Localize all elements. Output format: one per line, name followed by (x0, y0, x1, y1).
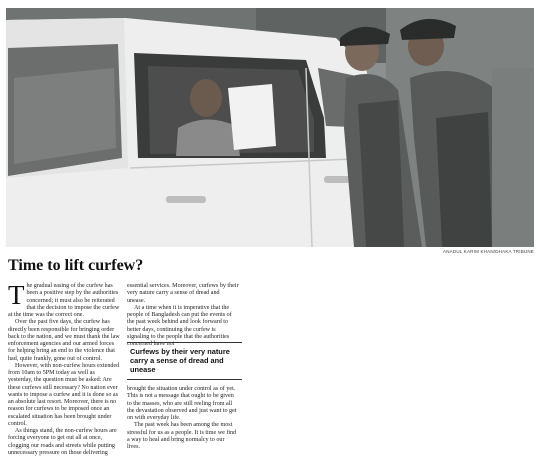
paragraph: However, with non-curfew hours extended from 10am to 5PM today as well as yesterday, the question must be asked: Are these curfews still necessary? No nation ever wants to impose a curfew and it is done so as an absolute last resort. Moreover, there is no reason for curfews to be imposed once an escalated situation has been brought under control. (8, 362, 120, 427)
paragraph: The past week has been among the most stressful for us as a people. It is time we find a way to heal and bring normalcy to our lives. (127, 422, 237, 450)
paragraph: At a time when it is imperative that the people of Bangladesh can put the events of the past week behind and look forward to better days, continuing the curfew is signaling to the people that the authorities concerned have not (127, 304, 232, 347)
article-column-2 (127, 283, 239, 450)
paragraph: As things stand, the non-curfew hours are forcing everyone to get out all at once, clogging our roads and streets while putting unnecessary pressure on those delivering (8, 428, 117, 456)
column-2-top (127, 283, 239, 348)
paragraph (8, 280, 120, 319)
pull-quote: Curfews by their very nature carry a sense of dread and unease (127, 342, 242, 380)
paragraph: brought the situation under control as of yet. This is not a message that ought to be given to the masses, who are still reeling from all the devastation observed and just want to get on with everyday life. (127, 386, 237, 421)
column-2-bottom (127, 386, 239, 451)
photo-illustration (6, 8, 534, 247)
news-photo (6, 8, 534, 247)
paragraph: Over the past five days, the curfew has directly been responsible for bringing order back to the nation, and we must thank the law enforcement agencies and our armed forces for helping bring an end to the violence that had, quite frankly, gone out of control. (8, 319, 120, 362)
drop-cap: T (8, 280, 25, 310)
article-column-1 (8, 280, 120, 457)
paragraph: essential services. Moreover, curfews by their very nature carry a sense of dread and unease. (127, 283, 239, 304)
paragraph-text: he gradual easing of the curfew has been a positive step by the authorities concerned; it must also be reiterated that the decision to impose the curfew at the time was the correct one. (8, 283, 120, 318)
article-headline: Time to lift curfew? (8, 257, 144, 274)
photo-credit: ANADUL KARIM KHAN/DHAKA TRIBUNE (443, 249, 534, 254)
